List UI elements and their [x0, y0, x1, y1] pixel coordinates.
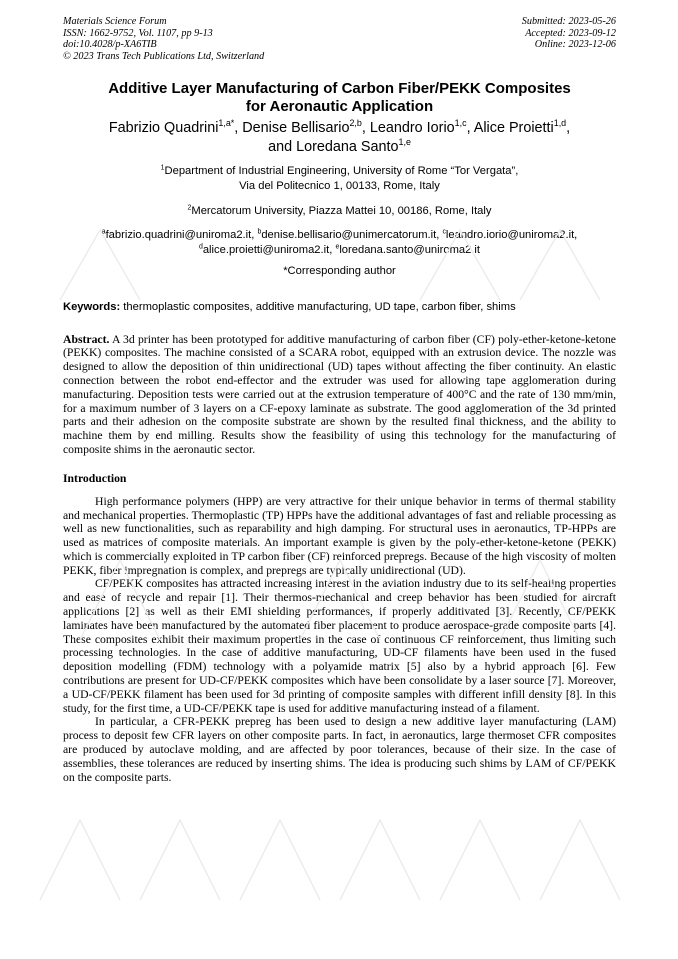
author-list	[63, 119, 616, 156]
author-affiliation-mark: 1,c	[454, 118, 467, 129]
author-separator: ,	[361, 120, 370, 137]
email-mark: c	[442, 228, 446, 236]
email-address[interactable]: denise.bellisario@unimercatorum.it,	[261, 229, 443, 242]
author-name: and Loredana Santo	[268, 138, 399, 155]
online-date: Online: 2023-12-06	[534, 39, 616, 51]
introduction-paragraph-3: In particular, a CFR-PEKK prepreg has been used to design a new additive layer manufacturing (LAM) process to deposit few CFR layers on other composite parts. In fact, in aeronautics, large thermoset CFR composites are produced by autoclave molding, and are affected by poor tolerances, because of their size. In the case of assemblies, these tolerances are reduced by inserting shims. The idea is producing such shims by LAM of CF/PEKK on the composite parts.	[63, 715, 616, 784]
journal-copyright: © 2023 Trans Tech Publications Ltd, Switzerland	[63, 50, 265, 62]
affiliation-1-line-2: Via del Politecnico 1, 00133, Rome, Italy	[239, 179, 440, 192]
introduction-paragraph-2: CF/PEKK composites has attracted increasing interest in the aviation industry due to its self-healing properties and ease of recycle and repair [1]. Their thermos-mechanical and creep behavior has been studied for aircraft applications [2] as well as their EMI shielding performances, if properly additivated [3]. Recently, CF/PEKK laminates have been manufactured by the automated fiber placement to produce aerospace-grade composite parts [4]. These composites exhibit their maximum properties in the case of continuous CF reinforcement, thus limiting such processing technologies. In the case of additive manufacturing, UD-CF filaments have been used in the fused deposition modelling (FDM) technology with a polyamide matrix [5] also by a hybrid approach [6]. Few contributions are present for UD-CF/PEKK composites which have been consolidate by a laser source [7]. Moreover, a UD-CF/PEKK filament has been used for 3d printing of composite samples with different infill density [8]. In this study, for the first time, a UD-CF/PEKK tape is used for additive manufacturing instead of a filament.	[63, 577, 616, 715]
abstract-label: Abstract.	[63, 332, 110, 346]
author-affiliation-mark: 1,e	[398, 137, 411, 148]
affiliation-mark: 2	[187, 203, 192, 211]
author-separator: ,	[234, 120, 243, 137]
affiliation-2-line-1: Mercatorum University, Piazza Mattei 10, 00186, Rome, Italy	[191, 204, 492, 217]
email-mark: a	[101, 228, 106, 236]
author-affiliation-mark: 1,a*	[218, 118, 235, 129]
abstract	[63, 333, 616, 457]
author-affiliation-mark: 1,d	[553, 118, 567, 129]
abstract-text: A 3d printer has been prototyped for additive manufacturing of carbon fiber (CF) poly-ether-ketone-ketone (PEKK) composites. The machine consisted of a SCARA robot, equipped with an extrusion device. The nozzle was designed to allow the deposition of thin unidirectional (UD) tapes without affecting the fiber continuity. An elastic connection between the robot end-effector and the extruder was used for allowing tape agglomeration during manufacturing. Deposition tests were carried out at the extrusion temperature of 400°C and the rate of 130 mm/min, for a maximum number of 3 layers on a CF-epoxy laminate as substrate. The good agglomeration of the 3d printed parts and their adhesion on the composite substrate are shown by the resulted final thickness, and the ability to machine them by end milling. Results show the feasibility of using this technology for the manufacturing of composite shims in the aeronautic sector.	[63, 332, 616, 456]
title-line-1: Additive Layer Manufacturing of Carbon Fiber/PEKK Composites	[108, 80, 571, 98]
keywords-label: Keywords:	[63, 300, 121, 313]
accepted-date: Accepted: 2023-09-12	[525, 27, 616, 39]
author-name: Alice Proietti	[473, 120, 554, 137]
affiliation-mark: 1	[160, 164, 165, 172]
submitted-date: Submitted: 2023-05-26	[521, 16, 616, 27]
author-affiliation-mark: 2,b	[349, 118, 362, 129]
section-heading-introduction: Introduction	[63, 471, 127, 485]
author-line-2	[63, 138, 616, 157]
journal-doi: doi:10.4028/p-XA6TIB	[63, 39, 157, 51]
author-name: Denise Bellisario	[242, 120, 350, 137]
author-name: Fabrizio Quadrini	[108, 120, 219, 137]
author-name: Leandro Iorio	[369, 120, 455, 137]
corresponding-author-note: *Corresponding author	[283, 265, 396, 278]
author-separator: ,	[566, 120, 571, 137]
keywords-text: thermoplastic composites, additive manufacturing, UD tape, carbon fiber, shims	[120, 300, 516, 313]
email-line-1	[63, 228, 616, 243]
email-mark: d	[198, 243, 203, 251]
paper-title	[63, 80, 616, 116]
email-address[interactable]: leandro.iorio@uniroma2.it,	[445, 229, 578, 242]
author-line-1	[63, 119, 616, 138]
affiliation-2	[63, 204, 616, 219]
email-address[interactable]: loredana.santo@uniroma2.it	[339, 243, 481, 256]
title-line-2: for Aeronautic Application	[245, 98, 434, 116]
author-emails	[63, 228, 616, 257]
affiliation-1-line-1: Department of Industrial Engineering, University of Rome “Tor Vergata”,	[164, 165, 519, 178]
email-line-2	[63, 243, 616, 258]
email-mark: e	[335, 243, 340, 251]
email-address[interactable]: fabrizio.quadrini@uniroma2.it,	[105, 229, 258, 242]
email-mark: b	[257, 228, 262, 236]
keywords	[63, 300, 616, 315]
affiliation-1	[63, 164, 616, 193]
journal-issn: ISSN: 1662-9752, Vol. 1107, pp 9-13	[63, 27, 213, 39]
submission-dates	[522, 16, 616, 62]
journal-name: Materials Science Forum	[63, 16, 167, 27]
email-address[interactable]: alice.proietti@uniroma2.it,	[202, 243, 336, 256]
journal-info	[63, 16, 264, 62]
journal-header	[63, 16, 616, 62]
author-separator: ,	[466, 120, 474, 137]
introduction-paragraph-1: High performance polymers (HPP) are very attractive for their unique behavior in terms of thermal stability and mechanical properties. Thermoplastic (TP) HPPs have the additional advantages of fast and reliable processing as well as new functionalities, such as reparability and high damping. For structural uses in aeronautics, TP-HPPs are used as matrices of composite materials. An important example is given by the poly-ether-ketone-ketone (PEKK) which is commercially exploited in TP carbon fiber (CF) reinforced prepregs. Because of the high viscosity of molten PEKK, fiber impregnation is complex, and prepregs are typically unidirectional (UD).	[63, 494, 616, 577]
